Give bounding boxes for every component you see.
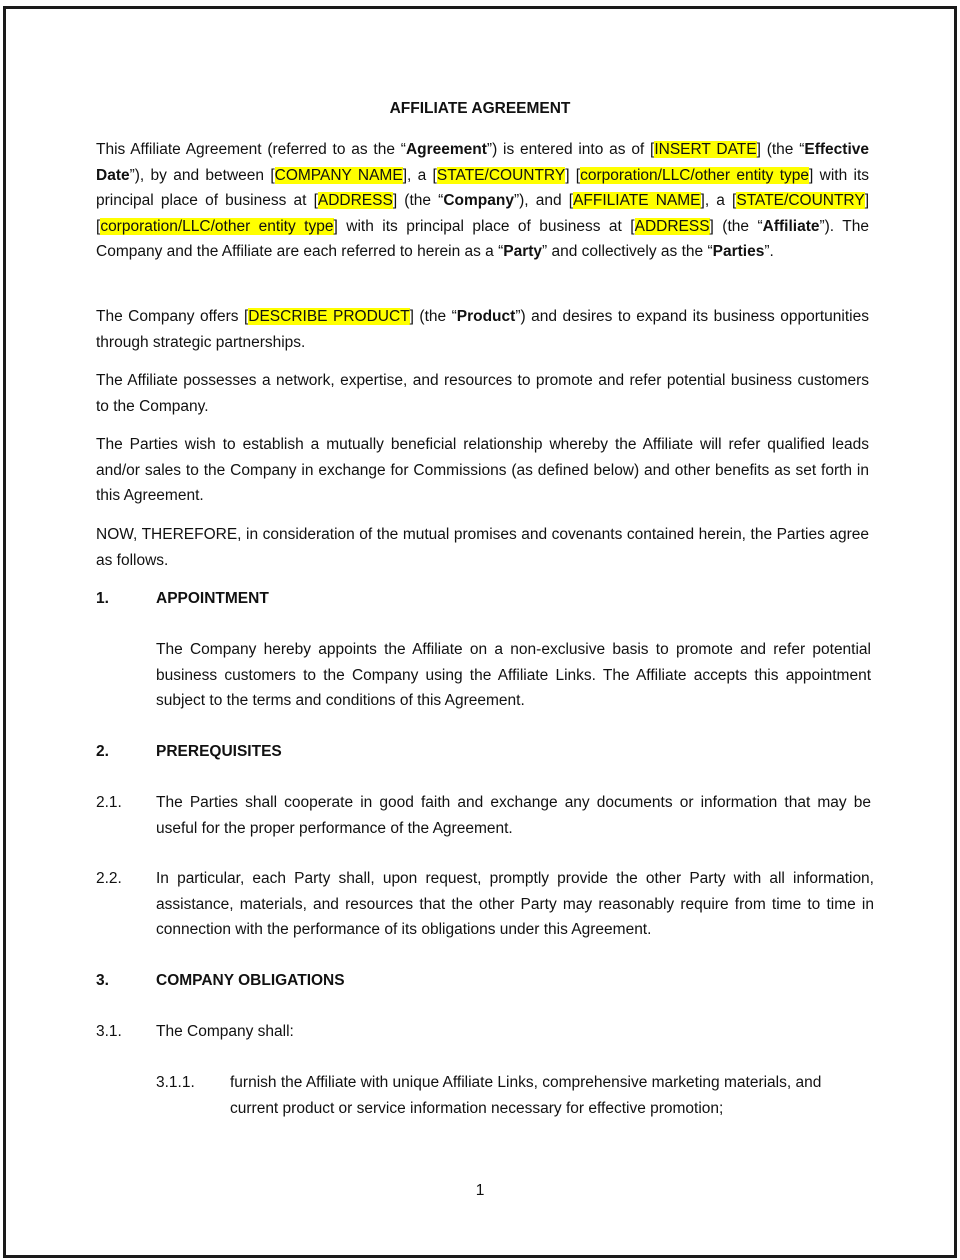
section-heading: PREREQUISITES [156,743,282,760]
intro-text: ], a [ [700,192,737,210]
now-therefore-paragraph: NOW, THEREFORE, in consideration of the mutual promises and covenants contained herein, the Parties agree as follows. [96,526,869,569]
clause-number: 2.1. [96,794,122,811]
defined-term: Affiliate [762,217,820,235]
intro-text: ] (the “ [392,192,444,210]
page-number: 1 [475,1182,485,1199]
clause-text: In particular, each Party shall, upon request, promptly provide the other Party with all information, assistance, materials, and resources that the other Party may reasonably require from time to time in connection with the performance of its obligations under this Agreement. [156,870,874,939]
intro-text: ] with its principal place of business at [ [333,217,635,235]
intro-paragraph [96,137,869,265]
defined-term: Party [503,243,543,261]
subclause-number: 3.1.1. [156,1074,195,1091]
intro-text: ” and collectively as the “ [542,243,713,261]
defined-term: Product [456,308,516,325]
clause-number: 3.1. [96,1023,122,1040]
section-heading: COMPANY OBLIGATIONS [156,972,345,989]
clause-text: The Company shall: [156,1023,294,1040]
defined-term: Parties [712,243,765,261]
clause-number: 2.2. [96,870,122,887]
parties-paragraph: The Parties wish to establish a mutually beneficial relationship whereby the Affiliate will refer qualified leads and/or sales to the Company in exchange for Commissions (as defined below) and other benefits as set forth in this Agreement. [96,436,869,505]
product-text: ”) and desires to expand its business opportunities through strategic partnerships. [96,308,869,351]
subclause-text: furnish the Affiliate with unique Affiliate Links, comprehensive marketing materials, and current product or service information necessary for effective promotion; [230,1074,822,1117]
placeholder-state-country: STATE/COUNTRY [436,166,566,184]
clause-text: The Parties shall cooperate in good faith and exchange any documents or information that may be useful for the proper performance of the Agreement. [156,794,871,837]
intro-text: ”), by and between [ [129,166,275,184]
section-heading: APPOINTMENT [156,590,269,607]
placeholder-state-country: STATE/COUNTRY [736,192,865,210]
defined-term: Agreement [405,141,487,158]
intro-text: ”), and [ [513,192,574,210]
product-text: ] (the “ [409,308,457,325]
placeholder-insert-date: INSERT DATE [654,141,757,158]
appointment-text: The Company hereby appoints the Affiliate on a non-exclusive basis to promote and refer potential business customers to the Company using the Affiliate Links. The Affiliate accepts this appointment subject to the terms and conditions of this Agreement. [156,641,871,710]
defined-term: Effective Date [96,141,869,184]
section-number: 3. [96,972,109,989]
section-number: 1. [96,590,109,607]
product-paragraph [96,304,869,355]
placeholder-entity-type: corporation/LLC/other entity type [580,166,810,184]
intro-text: ”) is entered into as of [ [486,141,655,158]
intro-text: ] [ [96,192,870,235]
placeholder-entity-type: corporation/LLC/other entity type [100,217,334,235]
placeholder-company-name: COMPANY NAME [274,166,403,184]
placeholder-address: ADDRESS [634,217,710,235]
document-title: AFFILIATE AGREEMENT [389,100,571,117]
defined-term: Company [443,192,514,210]
intro-text: ], a [ [402,166,437,184]
intro-text: ] [ [565,166,581,184]
product-text: The Company offers [ [96,308,249,325]
document-page [3,6,957,1258]
placeholder-affiliate-name: AFFILIATE NAME [573,192,701,210]
intro-text: This Affiliate Agreement (referred to as the “ [96,141,406,158]
intro-text: ] with its principal place of business at [ [96,166,870,210]
intro-text: ] (the “ [709,217,763,235]
intro-text: ] (the “ [756,141,805,158]
placeholder-address: ADDRESS [317,192,393,210]
placeholder-describe-product: DESCRIBE PRODUCT [248,308,410,325]
intro-text: ”. [764,243,774,261]
affiliate-paragraph: The Affiliate possesses a network, expertise, and resources to promote and refer potential business customers to the Company. [96,372,869,415]
section-number: 2. [96,743,109,760]
intro-text: ”). The Company and the Affiliate are each referred to herein as a “ [96,217,869,261]
